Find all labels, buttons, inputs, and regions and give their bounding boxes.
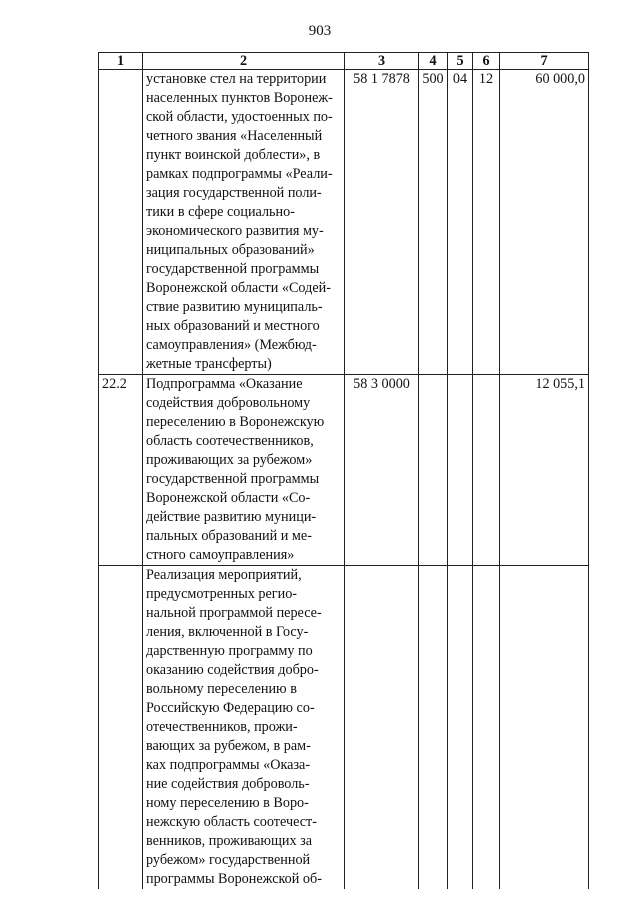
target-code: 58 3 0000: [345, 375, 419, 566]
row-description: установке стел на территории населенных пунктов Воронеж- ской области, удостоенных по- четного звания «Населенный пункт воинской доблести», в рамках подпрограммы «Реали- зация государственной поли- тики в сфере социально- экономического развития му- ниципальных образований» государственной программы Воронежской области «Содей- ствие развитию муниципаль- ных образований и местного самоуправления» (Межбюд- жетные трансферты): [143, 70, 345, 375]
subsection-code: [473, 566, 500, 890]
section-code: [448, 566, 473, 890]
header-row: [99, 53, 589, 70]
subsection-code: [473, 375, 500, 566]
page-number: 903: [308, 23, 332, 39]
column-header: 4: [419, 53, 448, 70]
table-row: [99, 566, 589, 890]
target-code: [345, 566, 419, 890]
section-code: [448, 375, 473, 566]
column-header: 6: [473, 53, 500, 70]
expense-type: 500: [419, 70, 448, 375]
row-number: [99, 70, 143, 375]
row-description: Реализация мероприятий, предусмотренных регио- нальной программой пересе- ления, включенной в Госу- дарственную программу по оказанию содействия добро- вольному переселению в Российскую Федерацию со- отечественников, прожи- вающих за рубежом, в рам- ках подпрограммы «Оказа- ние содействия доброволь- ному переселению в Воро- нежскую область соотечест- венников, проживающих за рубежом» государственной программы Воронежской об-: [143, 566, 345, 890]
table-row: [99, 70, 589, 375]
amount: 60 000,0: [500, 70, 589, 375]
amount: [500, 566, 589, 890]
section-code: 04: [448, 70, 473, 375]
column-header: 7: [500, 53, 589, 70]
expense-type: [419, 375, 448, 566]
amount: 12 055,1: [500, 375, 589, 566]
column-header: 5: [448, 53, 473, 70]
row-number: 22.2: [99, 375, 143, 566]
budget-table: [98, 52, 589, 889]
row-number: [99, 566, 143, 890]
subsection-code: 12: [473, 70, 500, 375]
expense-type: [419, 566, 448, 890]
row-description: Подпрограмма «Оказание содействия добровольному переселению в Воронежскую область соотечественников, проживающих за рубежом» государственной программы Воронежской области «Со- действие развитию муници- пальных образований и ме- стного самоуправления»: [143, 375, 345, 566]
column-header: 2: [143, 53, 345, 70]
table-row: [99, 375, 589, 566]
target-code: 58 1 7878: [345, 70, 419, 375]
column-header: 3: [345, 53, 419, 70]
column-header: 1: [99, 53, 143, 70]
